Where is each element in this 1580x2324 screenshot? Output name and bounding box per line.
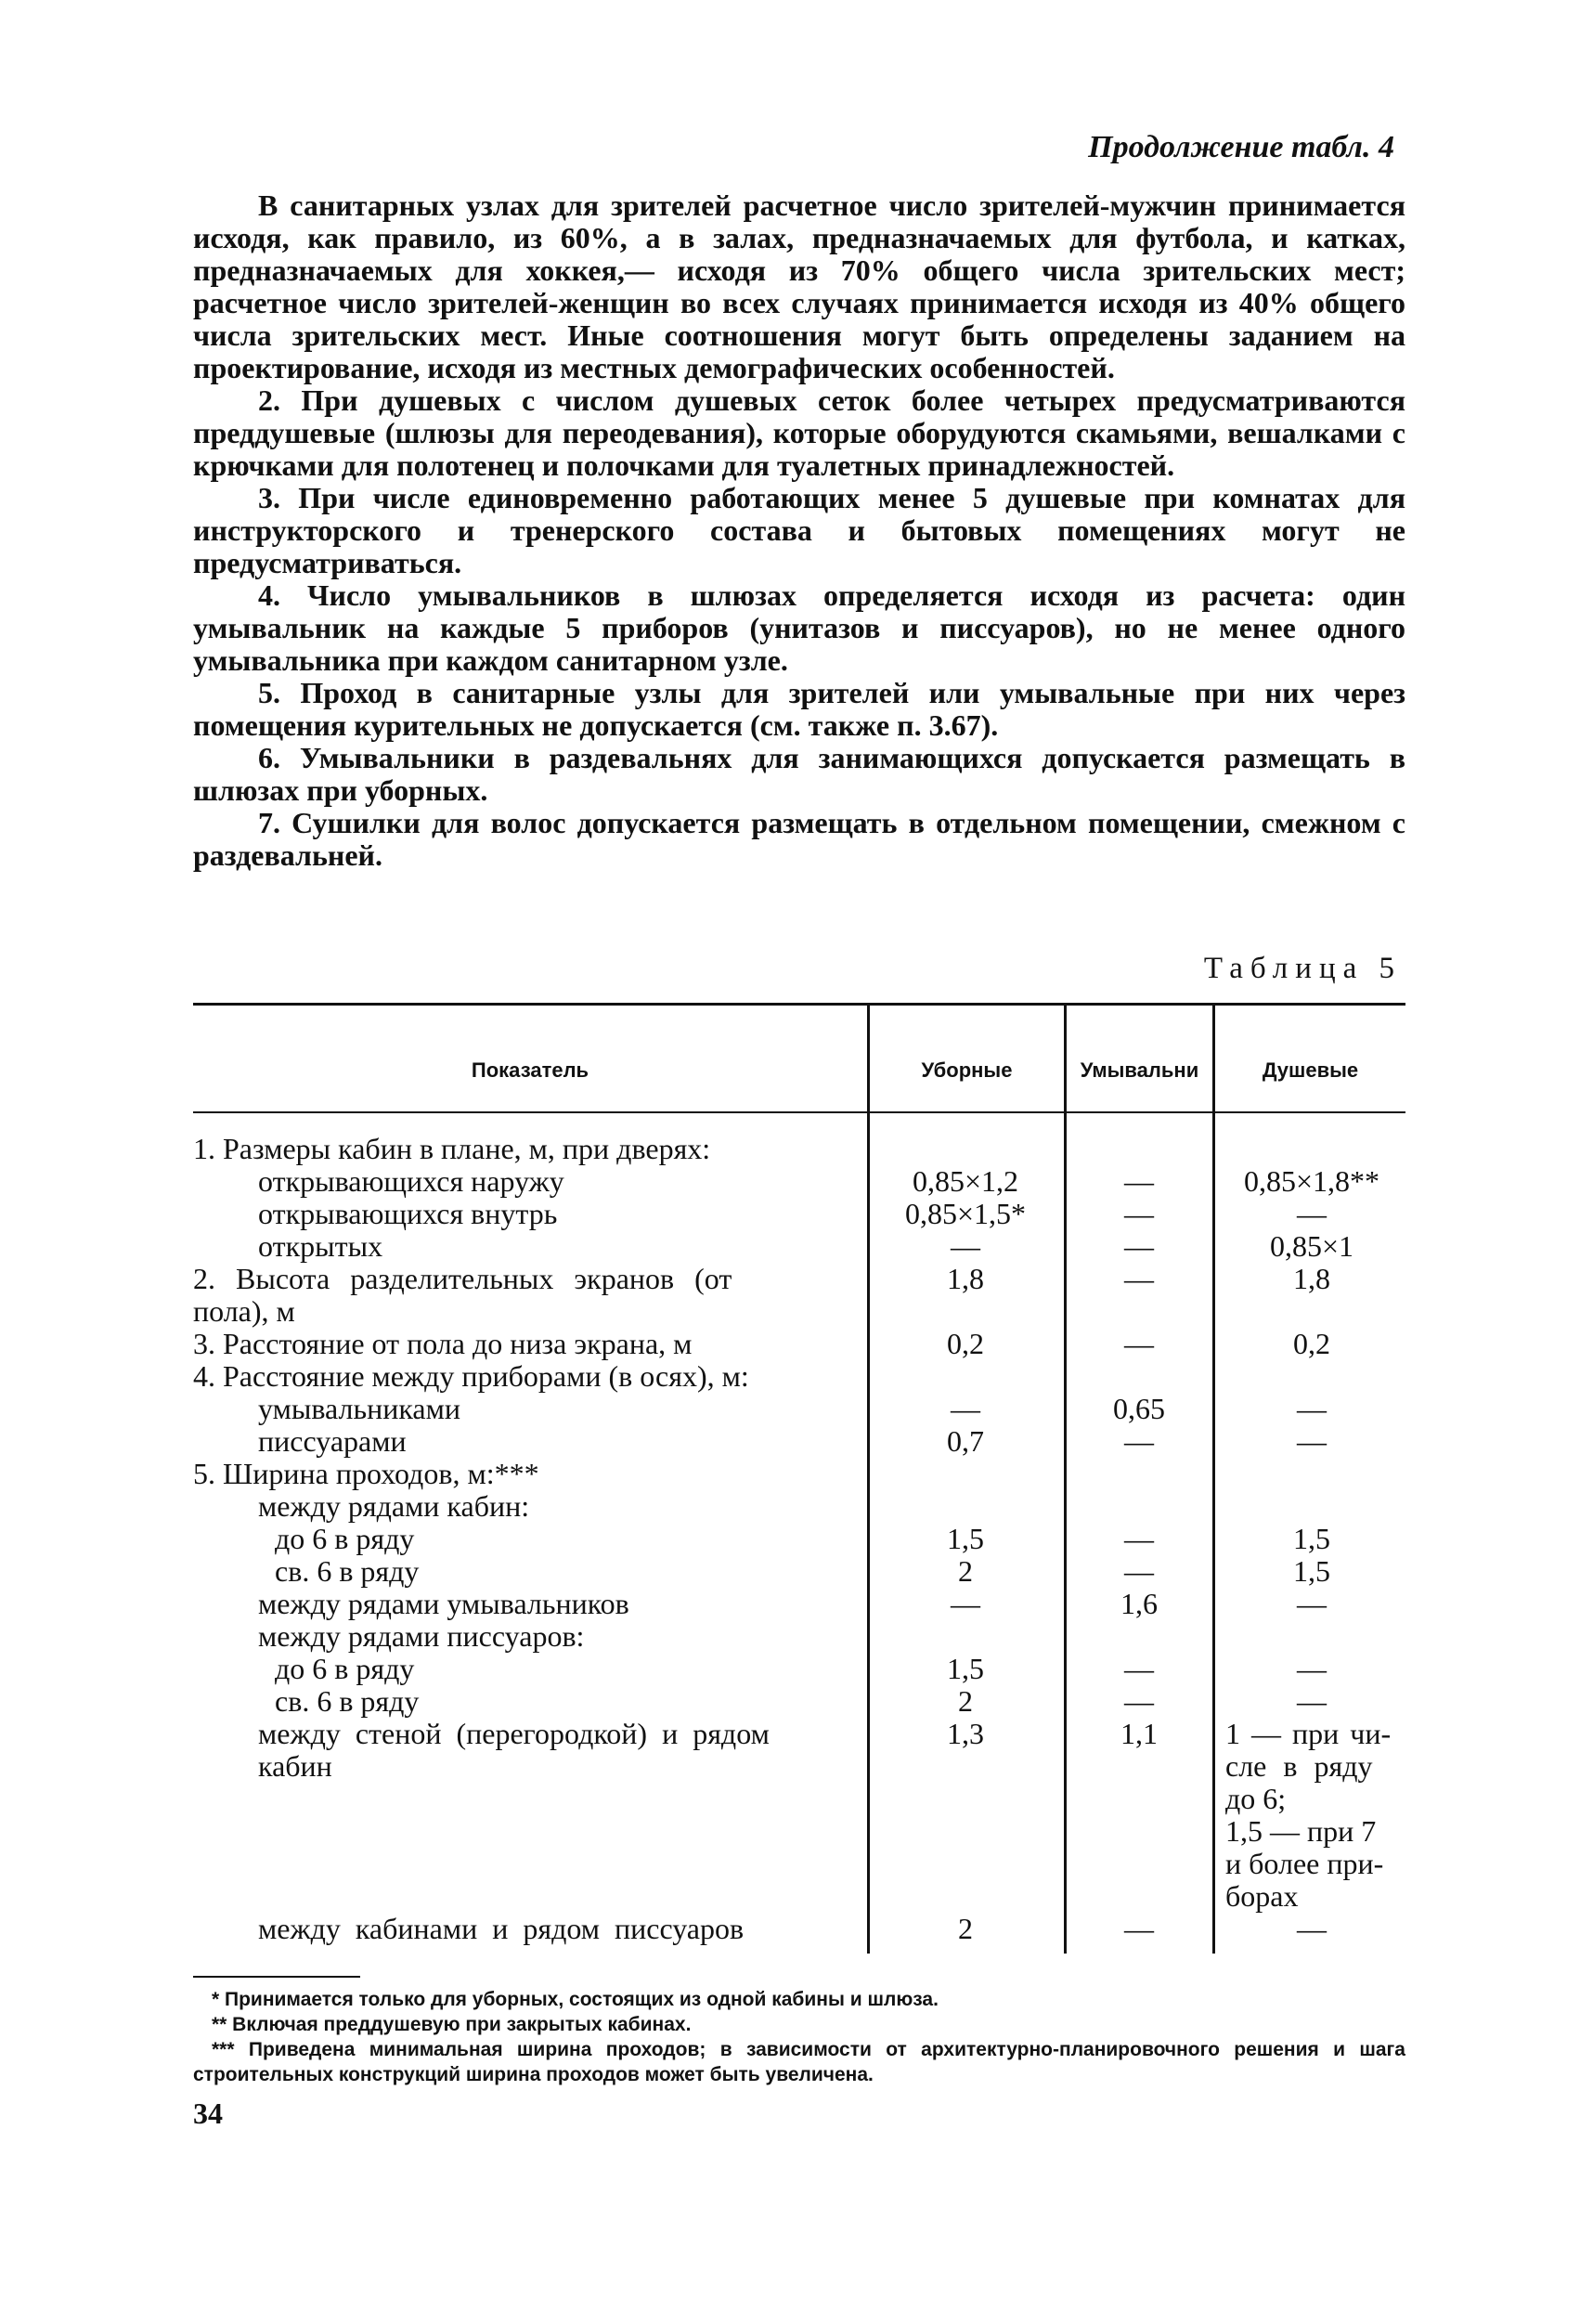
cell-showers: — <box>1297 1652 1327 1685</box>
table-row <box>193 1750 1405 1783</box>
table-row <box>193 1198 1405 1230</box>
paragraph: 4. Число умывальников в шлюзах определяется исходя из расчета: один умывальник на каждые 5 приборов (унитазов и писсуаров), но не менее одного умывальника при каждом санитарном узле. <box>193 578 1405 677</box>
cell-showers: — <box>1297 1424 1327 1458</box>
cell-line: 1,5 — при 7 <box>1225 1814 1377 1848</box>
paragraph: 3. При числе единовременно работающих менее 5 душевые при комнатах для инструкторского и тренерского состава и бытовых помещениях могут не предусматриваться. <box>193 481 1405 579</box>
cell-toilets: — <box>951 1392 980 1425</box>
cell-washrooms: — <box>1124 1424 1154 1458</box>
cell-toilets: — <box>951 1587 980 1620</box>
cell-toilets: 2 <box>958 1912 973 1945</box>
paragraph: 6. Умывальники в раздевальнях для занимающихся допускается размещать в шлюзах при уборных. <box>193 741 1405 807</box>
notes-text <box>193 189 1405 872</box>
row-label: до 6 в ряду <box>275 1652 415 1685</box>
row-label: между рядами умывальников <box>258 1587 629 1620</box>
table-row <box>193 1458 1405 1490</box>
cell-toilets: 1,8 <box>947 1262 984 1295</box>
table-row <box>193 1133 1405 1165</box>
cell-washrooms: — <box>1124 1912 1154 1945</box>
row-label: до 6 в ряду <box>275 1522 415 1555</box>
table-row <box>193 1165 1405 1198</box>
row-label: между кабинами и рядом писсуаров <box>258 1912 745 1945</box>
cell-toilets: 2 <box>958 1554 973 1588</box>
row-label: 4. Расстояние между приборами (в осях), м: <box>193 1359 749 1393</box>
cell-showers: 0,2 <box>1293 1327 1330 1360</box>
cell-washrooms: — <box>1124 1197 1154 1230</box>
row-label: между рядами писсуаров: <box>258 1619 585 1653</box>
cell-washrooms: — <box>1124 1229 1154 1263</box>
table-row <box>193 1230 1405 1263</box>
footnote: * Принимается только для уборных, состоящих из одной кабины и шлюза. <box>212 1989 939 2010</box>
header-toilets: Уборные <box>921 1058 1013 1082</box>
cell-toilets: — <box>951 1229 980 1263</box>
table-row <box>193 1393 1405 1425</box>
row-label: открывающихся наружу <box>258 1164 564 1198</box>
row-label: умывальниками <box>258 1392 460 1425</box>
footnote: *** Приведена минимальная ширина проходов; в зависимости от архитектурно-планировочного решения и шага строительных конструкций ширина проходов может быть увеличена. <box>193 2039 1405 2085</box>
cell-showers: — <box>1297 1587 1327 1620</box>
table-row <box>193 1295 1405 1328</box>
row-label: 1. Размеры кабин в плане, м, при дверях: <box>193 1132 711 1165</box>
row-label: св. 6 в ряду <box>275 1684 420 1718</box>
table-row <box>193 1653 1405 1685</box>
cell-line: борах <box>1225 1879 1299 1913</box>
footnotes <box>193 1987 1405 2087</box>
cell-showers: — <box>1297 1392 1327 1425</box>
continuation-header: Продолжение табл. 4 <box>1088 130 1394 164</box>
row-label: между рядами кабин: <box>258 1489 530 1523</box>
data-table <box>193 1003 1405 1954</box>
cell-toilets: 0,7 <box>947 1424 984 1458</box>
cell-washrooms: — <box>1124 1684 1154 1718</box>
row-label: св. 6 в ряду <box>275 1554 420 1588</box>
row-label: открытых <box>258 1229 383 1263</box>
table-row <box>193 1328 1405 1360</box>
row-label: 5. Ширина проходов, м:*** <box>193 1457 539 1490</box>
table-row <box>193 1360 1405 1393</box>
table-row <box>193 1490 1405 1523</box>
table-row <box>193 1555 1405 1588</box>
header-showers: Душевые <box>1262 1058 1359 1082</box>
page-number: 34 <box>193 2097 223 2130</box>
table-header-rule <box>193 1111 1405 1113</box>
cell-showers: 1,5 <box>1293 1554 1330 1588</box>
table-row <box>193 1523 1405 1555</box>
cell-washrooms: — <box>1124 1652 1154 1685</box>
row-label: 2. Высота разделительных экранов (от <box>193 1262 732 1295</box>
cell-washrooms: — <box>1124 1554 1154 1588</box>
table-row <box>193 1425 1405 1458</box>
cell-showers: — <box>1297 1912 1327 1945</box>
paragraph: 5. Проход в санитарные узлы для зрителей или умывальные при них через помещения курительных не допускается (см. также п. 3.67). <box>193 676 1405 742</box>
cell-showers: 1,5 <box>1293 1522 1330 1555</box>
header-washrooms: Умывальни <box>1080 1058 1199 1082</box>
cell-washrooms: 1,6 <box>1120 1587 1158 1620</box>
cell-showers: — <box>1297 1684 1327 1718</box>
table-row <box>193 1620 1405 1653</box>
cell-toilets: 2 <box>958 1684 973 1718</box>
table-row <box>193 1685 1405 1718</box>
cell-washrooms: 0,65 <box>1113 1392 1165 1425</box>
table-title: Таблица 5 <box>1203 952 1402 985</box>
table-row <box>193 1913 1405 1945</box>
cell-showers: 0,85×1 <box>1269 1229 1354 1263</box>
cell-toilets: 0,2 <box>947 1327 984 1360</box>
cell-toilets: 1,5 <box>947 1522 984 1555</box>
cell-showers: 0,85×1,8** <box>1243 1164 1380 1198</box>
row-label: между стеной (перегородкой) и рядом <box>258 1717 770 1750</box>
cell-showers-multiline <box>1225 1718 1405 1913</box>
cell-line: до 6; <box>1225 1782 1287 1815</box>
paragraph: 7. Сушилки для волос допускается размещать в отдельном помещении, смежном с раздевальней. <box>193 806 1405 872</box>
footnote: ** Включая преддушевую при закрытых кабинах. <box>212 2014 692 2035</box>
cell-washrooms: 1,1 <box>1120 1717 1158 1750</box>
cell-washrooms: — <box>1124 1262 1154 1295</box>
cell-washrooms: — <box>1124 1164 1154 1198</box>
cell-toilets: 1,5 <box>947 1652 984 1685</box>
cell-line: сле в ряду <box>1225 1749 1373 1783</box>
row-label: кабин <box>258 1749 332 1783</box>
cell-line: 1 — при чи- <box>1225 1717 1392 1750</box>
row-label: пола), м <box>193 1294 295 1328</box>
paragraph: 2. При душевых с числом душевых сеток более четырех предусматриваются преддушевые (шлюзы для переодевания), которые оборудуются скамьями, вешалками с крючками для полотенец и полочками для туалетных принадлежностей. <box>193 383 1405 482</box>
cell-toilets: 0,85×1,5* <box>904 1197 1027 1230</box>
cell-toilets: 1,3 <box>947 1717 984 1750</box>
cell-washrooms: — <box>1124 1327 1154 1360</box>
paragraph: В санитарных узлах для зрителей расчетное число зрителей-мужчин принимается исходя, как правило, из 60%, а в залах, предназначаемых для футбола, и катках, предназначаемых для хоккея,— исходя из 70% общего числа зрительских мест; расчетное число зрителей-женщин во всех случаях принимается исходя из 40% общего числа зрительских мест. Иные соотношения могут быть определены заданием на проектирование, исходя из местных демографических особенностей. <box>193 188 1405 384</box>
cell-line: и более при- <box>1225 1847 1384 1880</box>
cell-showers: — <box>1297 1197 1327 1230</box>
header-indicator: Показатель <box>471 1058 589 1082</box>
table-row <box>193 1263 1405 1295</box>
row-label: открывающихся внутрь <box>258 1197 558 1230</box>
cell-washrooms: — <box>1124 1522 1154 1555</box>
row-label: 3. Расстояние от пола до низа экрана, м <box>193 1327 693 1360</box>
footnote-rule <box>193 1976 360 1978</box>
table-row <box>193 1588 1405 1620</box>
row-label: писсуарами <box>258 1424 407 1458</box>
table-row <box>193 1718 1405 1750</box>
table-top-rule <box>193 1003 1405 1006</box>
cell-showers: 1,8 <box>1293 1262 1330 1295</box>
cell-toilets: 0,85×1,2 <box>912 1164 1019 1198</box>
